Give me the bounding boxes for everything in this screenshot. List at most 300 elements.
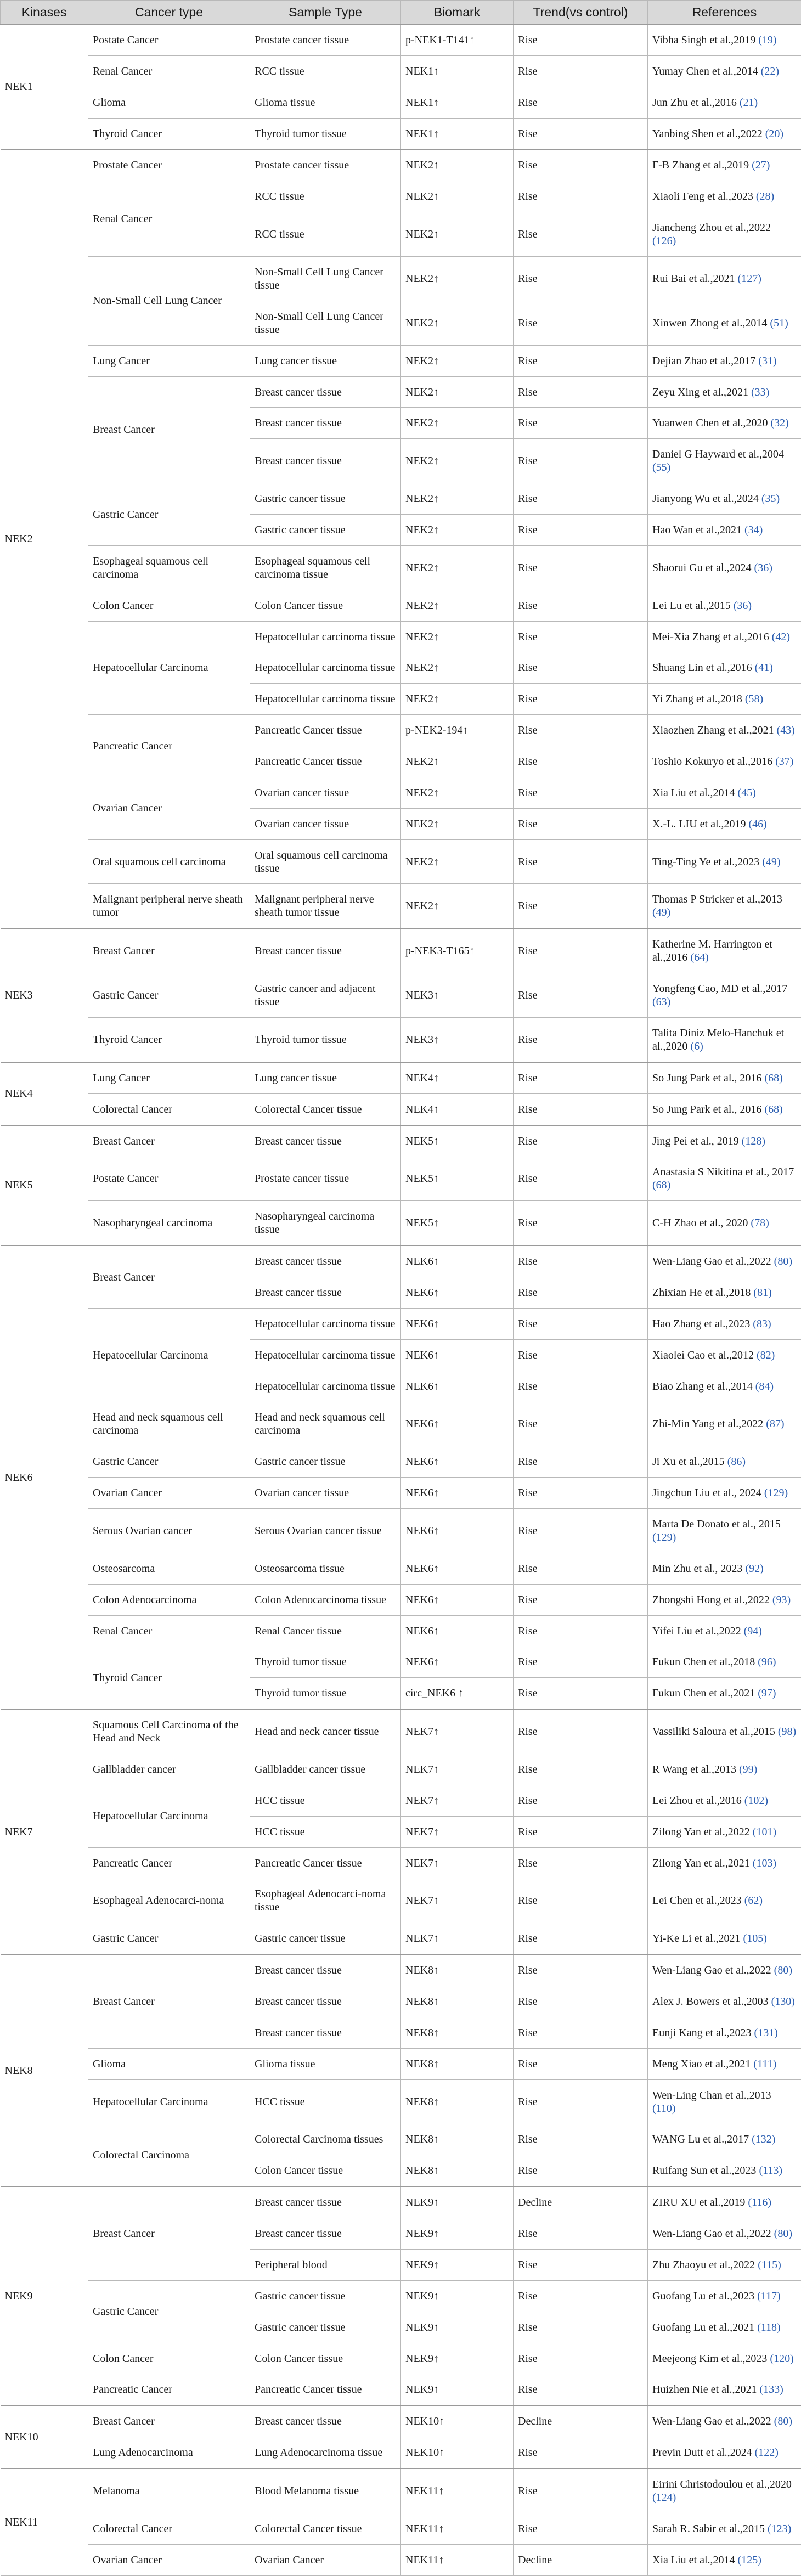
sample-type-cell: RCC tissue	[250, 212, 401, 257]
trend-cell: Rise	[514, 301, 648, 345]
cancer-type-cell: Ovarian Cancer	[88, 2544, 250, 2575]
cancer-type-cell: Breast Cancer	[88, 2186, 250, 2280]
trend-cell: Rise	[514, 1339, 648, 1371]
reference-cell	[648, 2513, 801, 2544]
reference-cell	[648, 1754, 801, 1785]
biomark-cell: NEK1↑	[401, 118, 514, 149]
reference-cell	[648, 408, 801, 439]
cancer-type-cell: Thyroid Cancer	[88, 1018, 250, 1062]
cancer-type-cell: Gallbladder cancer	[88, 1754, 250, 1785]
biomark-cell: NEK7↑	[401, 1754, 514, 1785]
reference-cell	[648, 2343, 801, 2374]
reference-number-link[interactable]: (124)	[652, 2491, 676, 2504]
table-row	[1, 928, 801, 973]
trend-cell: Rise	[514, 1402, 648, 1446]
sample-type-cell: Gastric cancer tissue	[250, 515, 401, 546]
biomark-cell: NEK5↑	[401, 1201, 514, 1245]
sample-type-cell: Renal Cancer tissue	[250, 1615, 401, 1647]
kinase-cell: NEK3	[1, 928, 88, 1062]
reference-number-link[interactable]: (111)	[753, 2058, 777, 2070]
reference-number-link[interactable]: (116)	[748, 2196, 771, 2209]
sample-type-cell: Gastric cancer tissue	[250, 2312, 401, 2343]
reference-cell	[648, 545, 801, 590]
table-row	[1, 1509, 801, 1553]
biomark-cell: NEK8↑	[401, 2079, 514, 2124]
trend-cell: Rise	[514, 376, 648, 408]
biomark-cell: p-NEK3-T165↑	[401, 928, 514, 973]
kinase-cell: NEK2	[1, 149, 88, 928]
reference-cell	[648, 1201, 801, 1245]
reference-number-link[interactable]: (117)	[757, 2290, 781, 2302]
table-row	[1, 777, 801, 808]
table-row	[1, 181, 801, 212]
reference-number-link[interactable]: (133)	[759, 2383, 783, 2396]
trend-cell: Rise	[514, 808, 648, 839]
biomark-cell: NEK2↑	[401, 257, 514, 301]
table-row	[1, 1125, 801, 1157]
reference-number-link[interactable]: (58)	[744, 693, 764, 706]
sample-type-cell: Nasopharyngeal carcinoma tissue	[250, 1201, 401, 1245]
trend-cell: Rise	[514, 2124, 648, 2155]
trend-cell: Rise	[514, 884, 648, 928]
biomark-cell: NEK6↑	[401, 1615, 514, 1647]
reference-author: Yi Zhang et al.,2018	[652, 693, 742, 706]
cancer-type-cell: Ovarian Cancer	[88, 1478, 250, 1509]
biomark-cell: NEK6↑	[401, 1245, 514, 1277]
reference-cell	[648, 2280, 801, 2312]
reference-number-link[interactable]: (28)	[755, 190, 775, 203]
reference-author: Vassiliki Saloura et al.,2015	[652, 1726, 775, 1738]
sample-type-cell: Colorectal Cancer tissue	[250, 1093, 401, 1125]
reference-cell	[648, 118, 801, 149]
sample-type-cell: Thyroid tumor tissue	[250, 1018, 401, 1062]
reference-cell	[648, 1954, 801, 1986]
reference-cell	[648, 1553, 801, 1584]
sample-type-cell: Thyroid tumor tissue	[250, 1678, 401, 1709]
reference-number-link[interactable]: (80)	[774, 2228, 792, 2240]
sample-type-cell: Prostate cancer tissue	[250, 149, 401, 181]
kinase-cell: NEK11	[1, 2468, 88, 2575]
table-row	[1, 345, 801, 376]
trend-cell: Rise	[514, 1277, 648, 1309]
trend-cell: Rise	[514, 1125, 648, 1157]
biomark-cell: NEK6↑	[401, 1308, 514, 1339]
reference-number-link[interactable]: (51)	[770, 317, 788, 329]
reference-number-link[interactable]: (55)	[652, 461, 671, 474]
cancer-type-cell: Thyroid Cancer	[88, 118, 250, 149]
reference-author: Rui Bai et al.,2021	[652, 272, 735, 285]
trend-cell: Rise	[514, 257, 648, 301]
reference-number-link[interactable]: (45)	[737, 786, 756, 799]
cancer-type-cell: Gastric Cancer	[88, 1446, 250, 1478]
reference-author: So Jung Park et al., 2016	[652, 1103, 762, 1115]
reference-number-link[interactable]: (32)	[770, 417, 789, 430]
trend-cell: Rise	[514, 2343, 648, 2374]
trend-cell: Rise	[514, 1509, 648, 1553]
reference-author: Dejian Zhao et al.,2017	[652, 354, 756, 367]
reference-number-link[interactable]: (33)	[751, 386, 770, 398]
reference-number-link[interactable]: (87)	[766, 1418, 785, 1430]
table-row	[1, 2343, 801, 2374]
reference-number-link[interactable]: (22)	[760, 65, 780, 77]
reference-number-link[interactable]: (93)	[772, 1593, 791, 1606]
trend-cell: Rise	[514, 746, 648, 777]
table-row	[1, 376, 801, 408]
cancer-type-cell: Prostate Cancer	[88, 149, 250, 181]
reference-number-link[interactable]: (34)	[744, 523, 763, 536]
reference-number-link[interactable]: (94)	[743, 1625, 762, 1637]
biomark-cell: NEK7↑	[401, 1709, 514, 1754]
reference-author: Jianyong Wu et al.,2024	[652, 493, 759, 505]
reference-cell	[648, 2312, 801, 2343]
table-row	[1, 1478, 801, 1509]
biomark-cell: NEK9↑	[401, 2374, 514, 2405]
header-cancer-type: Cancer type	[88, 1, 250, 25]
table-row	[1, 87, 801, 118]
reference-cell	[648, 515, 801, 546]
reference-author: Huizhen Nie et al.,2021	[652, 2383, 757, 2396]
table-row	[1, 2468, 801, 2513]
biomark-cell: NEK2↑	[401, 621, 514, 652]
sample-type-cell: Colon Cancer tissue	[250, 2343, 401, 2374]
reference-number-link[interactable]: (20)	[765, 127, 784, 140]
table-row	[1, 1308, 801, 1339]
sample-type-cell: Colon Cancer tissue	[250, 590, 401, 621]
reference-cell	[648, 55, 801, 87]
table-row	[1, 1647, 801, 1678]
sample-type-cell: Ovarian Cancer	[250, 2544, 401, 2575]
trend-cell: Rise	[514, 2079, 648, 2124]
biomark-cell: NEK2↑	[401, 652, 514, 684]
reference-author: Zilong Yan et al.,2021	[652, 1857, 750, 1869]
kinase-cell: NEK9	[1, 2186, 88, 2405]
reference-cell	[648, 715, 801, 746]
reference-author: Guofang Lu et al.,2021	[652, 2321, 755, 2333]
biomark-cell: NEK9↑	[401, 2250, 514, 2281]
reference-author: Vibha Singh et al.,2019	[652, 33, 756, 46]
table-row	[1, 1062, 801, 1093]
reference-cell	[648, 928, 801, 973]
sample-type-cell: Hepatocellular carcinoma tissue	[250, 1308, 401, 1339]
reference-author: Lei Chen et al.,2023	[652, 1895, 742, 1907]
sample-type-cell: Prostate cancer tissue	[250, 24, 401, 55]
reference-number-link[interactable]: (31)	[758, 354, 777, 367]
cancer-type-cell: Breast Cancer	[88, 376, 250, 483]
reference-cell	[648, 345, 801, 376]
reference-number-link[interactable]: (118)	[757, 2321, 781, 2333]
reference-number-link[interactable]: (110)	[652, 2102, 676, 2115]
reference-number-link[interactable]: (92)	[745, 1562, 764, 1575]
biomark-cell: NEK8↑	[401, 1954, 514, 1986]
reference-number-link[interactable]: (80)	[774, 1964, 792, 1977]
biomark-cell: NEK3↑	[401, 973, 514, 1018]
reference-cell	[648, 1402, 801, 1446]
biomark-cell: NEK8↑	[401, 2155, 514, 2186]
reference-number-link[interactable]: (131)	[754, 2026, 778, 2039]
reference-author: Wen-Liang Gao et al.,2022	[652, 2415, 771, 2428]
cancer-type-cell: Squamous Cell Carcinoma of the Head and Neck	[88, 1709, 250, 1754]
reference-number-link[interactable]: (35)	[761, 493, 780, 505]
table-row	[1, 2513, 801, 2544]
trend-cell: Rise	[514, 1709, 648, 1754]
reference-cell	[648, 2468, 801, 2513]
biomark-cell: NEK9↑	[401, 2186, 514, 2218]
trend-cell: Rise	[514, 652, 648, 684]
reference-number-link[interactable]: (49)	[652, 906, 671, 919]
reference-number-link[interactable]: (96)	[758, 1656, 776, 1669]
sample-type-cell: Malignant peripheral nerve sheath tumor tissue	[250, 884, 401, 928]
trend-cell: Rise	[514, 621, 648, 652]
trend-cell: Rise	[514, 590, 648, 621]
reference-author: Jing Pei et al., 2019	[652, 1135, 739, 1147]
table-row	[1, 2186, 801, 2218]
trend-cell: Rise	[514, 1923, 648, 1954]
biomark-cell: NEK6↑	[401, 1277, 514, 1309]
table-row	[1, 2405, 801, 2437]
reference-cell	[648, 2017, 801, 2048]
reference-number-link[interactable]: (62)	[744, 1895, 763, 1907]
reference-number-link[interactable]: (21)	[739, 96, 758, 109]
table-row	[1, 1157, 801, 1201]
biomark-cell: NEK9↑	[401, 2343, 514, 2374]
reference-number-link[interactable]: (120)	[770, 2352, 794, 2365]
sample-type-cell: Pancreatic Cancer tissue	[250, 1847, 401, 1879]
table-row	[1, 149, 801, 181]
reference-number-link[interactable]: (19)	[758, 33, 777, 46]
sample-type-cell: Hepatocellular carcinoma tissue	[250, 652, 401, 684]
reference-number-link[interactable]: (113)	[759, 2164, 783, 2177]
reference-number-link[interactable]: (63)	[652, 996, 671, 1008]
cancer-type-cell: Non-Small Cell Lung Cancer	[88, 257, 250, 346]
reference-number-link[interactable]: (103)	[752, 1857, 777, 1869]
reference-cell	[648, 590, 801, 621]
reference-cell	[648, 2218, 801, 2250]
reference-number-link[interactable]: (84)	[755, 1380, 774, 1393]
reference-author: Xia Liu et al.,2014	[652, 2554, 735, 2566]
trend-cell: Rise	[514, 928, 648, 973]
trend-cell: Rise	[514, 1062, 648, 1093]
reference-author: Wen-Liang Gao et al.,2022	[652, 2228, 771, 2240]
reference-cell	[648, 1308, 801, 1339]
reference-number-link[interactable]: (68)	[764, 1072, 783, 1084]
reference-number-link[interactable]: (41)	[754, 662, 773, 674]
reference-author: Xiaolei Cao et al.,2012	[652, 1349, 754, 1361]
reference-author: Jingchun Liu et al., 2024	[652, 1487, 761, 1500]
sample-type-cell: Colorectal Carcinoma tissues	[250, 2124, 401, 2155]
table-row	[1, 1923, 801, 1954]
trend-cell: Rise	[514, 1478, 648, 1509]
trend-cell: Rise	[514, 87, 648, 118]
reference-author: Toshio Kokuryo et al.,2016	[652, 755, 773, 768]
cancer-type-cell: Colorectal Cancer	[88, 1093, 250, 1125]
trend-cell: Rise	[514, 2250, 648, 2281]
reference-number-link[interactable]: (27)	[752, 159, 770, 172]
reference-number-link[interactable]: (127)	[737, 272, 761, 285]
biomark-cell: NEK10↑	[401, 2405, 514, 2437]
sample-type-cell: RCC tissue	[250, 181, 401, 212]
reference-cell	[648, 2079, 801, 2124]
reference-number-link[interactable]: (128)	[741, 1135, 766, 1147]
reference-number-link[interactable]: (97)	[758, 1687, 776, 1700]
sample-type-cell: Colon Cancer tissue	[250, 2155, 401, 2186]
reference-number-link[interactable]: (132)	[752, 2133, 776, 2146]
trend-cell: Rise	[514, 2017, 648, 2048]
trend-cell: Rise	[514, 483, 648, 515]
sample-type-cell: Glioma tissue	[250, 2048, 401, 2079]
reference-author: X.-L. LIU et al.,2019	[652, 818, 746, 830]
kinase-cell: NEK5	[1, 1125, 88, 1246]
reference-author: F-B Zhang et al.,2019	[652, 159, 749, 172]
reference-cell	[648, 973, 801, 1018]
reference-number-link[interactable]: (80)	[774, 2415, 792, 2428]
biomark-cell: NEK7↑	[401, 1879, 514, 1923]
trend-cell: Rise	[514, 545, 648, 590]
reference-author: Zeyu Xing et al.,2021	[652, 386, 748, 398]
sample-type-cell: Peripheral blood	[250, 2250, 401, 2281]
biomark-cell: NEK2↑	[401, 483, 514, 515]
reference-author: Yongfeng Cao, MD et al.,2017	[652, 983, 788, 995]
reference-number-link[interactable]: (78)	[751, 1217, 769, 1230]
reference-number-link[interactable]: (125)	[737, 2554, 761, 2566]
reference-number-link[interactable]: (130)	[771, 1996, 795, 2008]
biomark-cell: NEK2↑	[401, 149, 514, 181]
reference-number-link[interactable]: (102)	[744, 1794, 769, 1807]
cancer-type-cell: Hepatocellular Carcinoma	[88, 1785, 250, 1847]
reference-number-link[interactable]: (115)	[758, 2258, 781, 2271]
reference-number-link[interactable]: (43)	[776, 724, 795, 737]
cancer-type-cell: Postate Cancer	[88, 24, 250, 55]
reference-number-link[interactable]: (46)	[748, 818, 767, 830]
cancer-type-cell: Pancreatic Cancer	[88, 715, 250, 777]
sample-type-cell: Thyroid tumor tissue	[250, 1647, 401, 1678]
kinase-cell: NEK8	[1, 1954, 88, 2186]
reference-cell	[648, 1816, 801, 1847]
reference-number-link[interactable]: (98)	[777, 1726, 797, 1738]
trend-cell: Rise	[514, 1018, 648, 1062]
biomark-cell: NEK9↑	[401, 2280, 514, 2312]
cancer-type-cell: Thyroid Cancer	[88, 1647, 250, 1709]
trend-cell: Rise	[514, 1847, 648, 1879]
reference-number-link[interactable]: (83)	[753, 1317, 771, 1330]
sample-type-cell: Esophageal squamous cell carcinoma tissue	[250, 545, 401, 590]
reference-number-link[interactable]: (36)	[754, 561, 772, 574]
reference-number-link[interactable]: (49)	[762, 855, 781, 868]
reference-cell	[648, 1371, 801, 1402]
reference-number-link[interactable]: (126)	[652, 235, 676, 247]
table-row	[1, 839, 801, 884]
reference-cell	[648, 1847, 801, 1879]
reference-cell	[648, 181, 801, 212]
reference-number-link[interactable]: (80)	[774, 1255, 792, 1268]
reference-cell	[648, 483, 801, 515]
reference-author: Yi-Ke Li et al.,2021	[652, 1932, 741, 1945]
biomark-cell: NEK6↑	[401, 1509, 514, 1553]
reference-number-link[interactable]: (82)	[756, 1349, 775, 1361]
table-row	[1, 1954, 801, 1986]
reference-author: Yanbing Shen et al.,2022	[652, 127, 763, 140]
trend-cell: Rise	[514, 345, 648, 376]
reference-author: Mei-Xia Zhang et al.,2016	[652, 630, 769, 643]
reference-author: Katherine M. Harrington et al.,2016	[652, 938, 772, 964]
reference-author: Ting-Ting Ye et al.,2023	[652, 855, 760, 868]
reference-number-link[interactable]: (101)	[752, 1825, 777, 1838]
reference-number-link[interactable]: (129)	[764, 1487, 788, 1500]
sample-type-cell: Ovarian cancer tissue	[250, 1478, 401, 1509]
reference-number-link[interactable]: (105)	[743, 1932, 767, 1945]
trend-cell: Rise	[514, 1647, 648, 1678]
trend-cell: Rise	[514, 2374, 648, 2405]
reference-number-link[interactable]: (86)	[727, 1456, 746, 1468]
trend-cell: Rise	[514, 1954, 648, 1986]
trend-cell: Rise	[514, 2280, 648, 2312]
reference-number-link[interactable]: (42)	[771, 630, 791, 643]
reference-number-link[interactable]: (81)	[753, 1287, 772, 1299]
sample-type-cell: Hepatocellular carcinoma tissue	[250, 684, 401, 715]
kinase-cell: NEK1	[1, 24, 88, 149]
cancer-type-cell: Hepatocellular Carcinoma	[88, 621, 250, 715]
biomark-cell: NEK2↑	[401, 839, 514, 884]
sample-type-cell: Prostate cancer tissue	[250, 1157, 401, 1201]
trend-cell: Rise	[514, 1615, 648, 1647]
reference-number-link[interactable]: (37)	[775, 755, 794, 768]
sample-type-cell: Breast cancer tissue	[250, 2017, 401, 2048]
sample-type-cell: Breast cancer tissue	[250, 439, 401, 483]
reference-number-link[interactable]: (123)	[767, 2522, 792, 2535]
table-row	[1, 2124, 801, 2155]
reference-number-link[interactable]: (68)	[764, 1103, 783, 1115]
reference-number-link[interactable]: (99)	[739, 1763, 758, 1776]
cancer-type-cell: Nasopharyngeal carcinoma	[88, 1201, 250, 1245]
reference-cell	[648, 212, 801, 257]
reference-author: Anastasia S Nikitina et al., 2017	[652, 1166, 794, 1179]
table-row	[1, 1018, 801, 1062]
reference-number-link[interactable]: (122)	[754, 2447, 779, 2459]
trend-cell: Rise	[514, 2312, 648, 2343]
table-row	[1, 590, 801, 621]
reference-author: Previn Dutt et al.,2024	[652, 2447, 752, 2459]
biomark-cell: NEK6↑	[401, 1371, 514, 1402]
reference-cell	[648, 2437, 801, 2468]
reference-author: Lei Lu et al.,2015	[652, 599, 731, 612]
sample-type-cell: Esophageal Adenocarci-noma tissue	[250, 1879, 401, 1923]
reference-cell	[648, 2048, 801, 2079]
reference-number-link[interactable]: (6)	[690, 1040, 703, 1052]
trend-cell: Rise	[514, 1879, 648, 1923]
sample-type-cell: Gastric cancer tissue	[250, 1446, 401, 1478]
biomark-cell: NEK2↑	[401, 376, 514, 408]
reference-author: Lei Zhou et al.,2016	[652, 1794, 742, 1807]
biomark-cell: NEK2↑	[401, 439, 514, 483]
trend-cell: Rise	[514, 1245, 648, 1277]
trend-cell: Rise	[514, 2048, 648, 2079]
sample-type-cell: HCC tissue	[250, 2079, 401, 2124]
reference-cell	[648, 1018, 801, 1062]
reference-number-link[interactable]: (129)	[652, 1531, 676, 1544]
reference-number-link[interactable]: (68)	[652, 1179, 671, 1192]
biomark-cell: NEK2↑	[401, 515, 514, 546]
trend-cell: Rise	[514, 118, 648, 149]
header-trend: Trend(vs control)	[514, 1, 648, 25]
reference-author: Zhongshi Hong et al.,2022	[652, 1593, 770, 1606]
sample-type-cell: Breast cancer tissue	[250, 2218, 401, 2250]
biomark-cell: NEK6↑	[401, 1647, 514, 1678]
table-row	[1, 1402, 801, 1446]
reference-number-link[interactable]: (64)	[690, 951, 709, 964]
kinase-cell: NEK4	[1, 1062, 88, 1125]
reference-author: Daniel G Hayward et al.,2004	[652, 448, 784, 461]
biomark-cell: NEK2↑	[401, 181, 514, 212]
reference-number-link[interactable]: (36)	[733, 599, 752, 612]
